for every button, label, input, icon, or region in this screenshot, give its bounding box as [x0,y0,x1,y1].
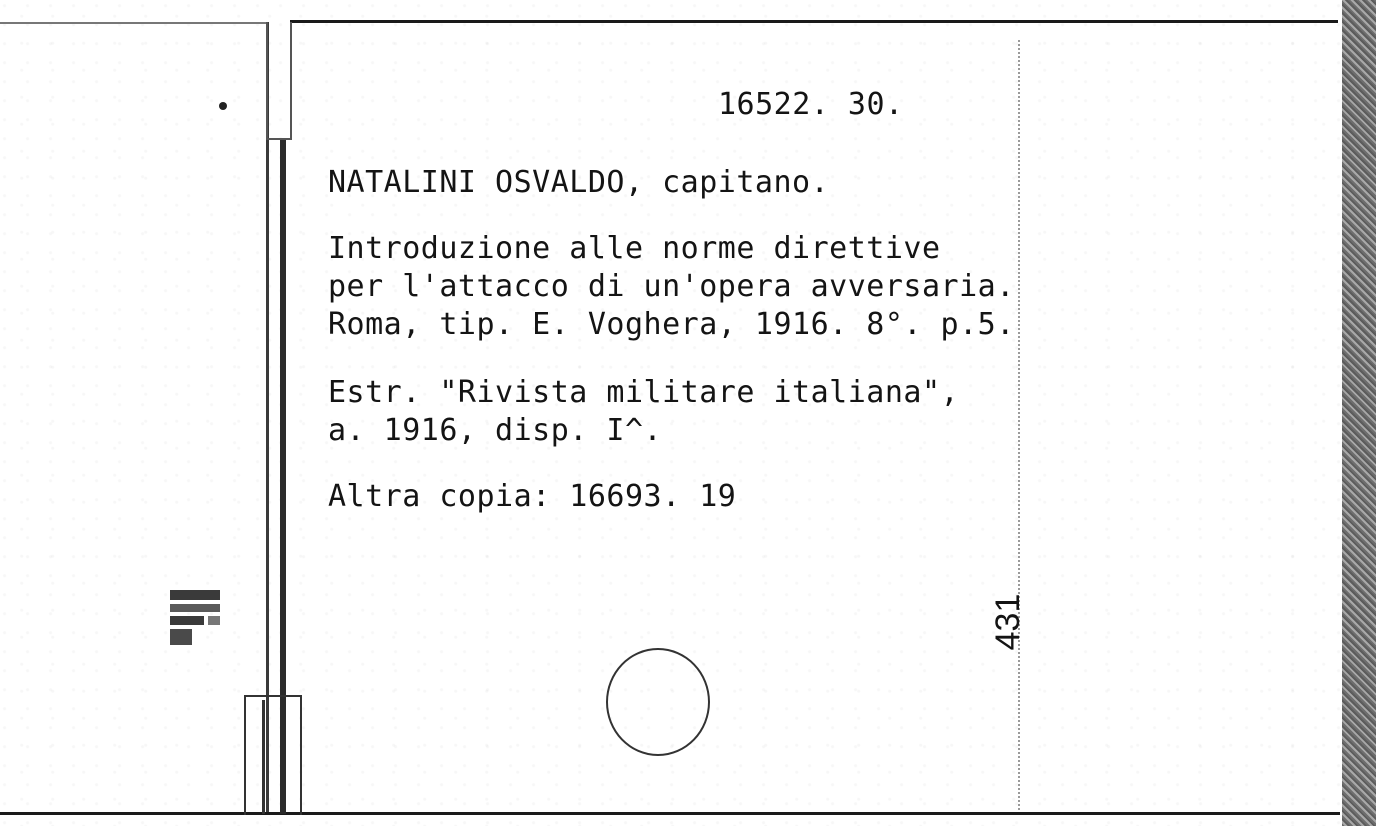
ink-stamp-icon [168,586,222,648]
spine-bottom-bracket [244,695,302,815]
imprint-line: Roma, tip. E. Voghera, 1916. 8°. p.5. [328,307,1015,342]
card-right-edge [1018,40,1020,810]
card-top-edge [290,20,1338,23]
top-edge-left [0,22,268,24]
note-line-2: a. 1916, disp. I^. [328,413,663,448]
other-copy-line: Altra copia: 16693. 19 [328,479,737,514]
card-spine-thin [266,22,269,812]
dot-icon [219,102,227,110]
punch-hole-icon [606,648,710,756]
shelf-mark: 16522. 30. [718,87,904,122]
spine-bottom-rule [262,700,265,814]
vertical-number: 431 [989,593,1027,651]
title-line-2: per l'attacco di un'opera avversaria. [328,269,1015,304]
scan-edge-strip [1342,0,1376,826]
author-line: NATALINI OSVALDO, capitano. [328,165,830,200]
spine-top-bracket [266,22,292,140]
title-line-1: Introduzione alle norme direttive [328,231,941,266]
card-bottom-edge [0,812,1340,815]
note-line-1: Estr. "Rivista militare italiana", [328,375,960,410]
